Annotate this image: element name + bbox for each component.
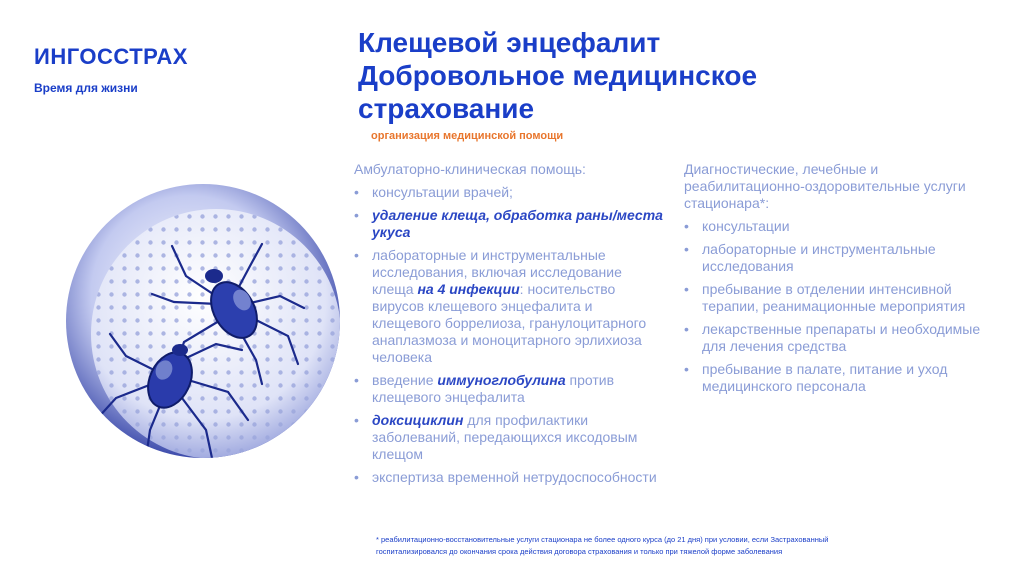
- item-text-after: для профилактики заболеваний, передающихся иксодовым клещом: [372, 412, 638, 462]
- title-line: Клещевой энцефалит: [358, 27, 661, 58]
- list-item: [684, 241, 984, 275]
- list-item: [684, 281, 984, 315]
- list-item: [354, 469, 664, 486]
- outpatient-column: [354, 161, 664, 492]
- logo-name: ИНГОССТРАХ: [34, 44, 188, 69]
- bullet-icon: •: [354, 184, 359, 200]
- bullet-icon: •: [354, 207, 359, 223]
- bullet-icon: •: [684, 241, 689, 257]
- bullet-icon: •: [684, 361, 689, 377]
- bullet-icon: •: [684, 281, 689, 297]
- item-highlight: удаление клеща, обработка раны/места укуса: [372, 207, 663, 240]
- bullet-icon: •: [354, 247, 359, 263]
- item-text: лабораторные и инструментальные исследования, включая исследование клеща: [372, 247, 622, 297]
- list-item: [354, 412, 664, 463]
- logo-tagline: Время для жизни: [34, 81, 138, 95]
- item-text: лабораторные и инструментальные исследования: [702, 241, 936, 274]
- item-text: пребывание в палате, питание и уход медицинского персонала: [702, 361, 948, 394]
- outpatient-list: [354, 184, 664, 486]
- list-item: [354, 247, 664, 366]
- list-item: [684, 361, 984, 395]
- outpatient-heading: Амбулаторно-клиническая помощь:: [354, 161, 586, 177]
- page-title: [358, 26, 757, 125]
- inpatient-heading: Диагностические, лечебные и реабилитационно-оздоровительные услуги стационара*:: [684, 161, 966, 211]
- title-line: страхование: [358, 93, 535, 124]
- title-line: Добровольное медицинское: [358, 60, 758, 91]
- item-text-after: : носительство вирусов клещевого энцефалита и клещевого боррелиоза, гранулоцитарного анаплазмоза и моноцитарного эрлихиоза человека: [372, 281, 647, 365]
- item-text: лекарственные препараты и необходимые для лечения средства: [702, 321, 981, 354]
- footnote: * реабилитационно-восстановительные услуги стационара не более одного курса (до 21 дня) при условии, если Застрахованный госпитализировался до окончания срока действия договора страхования и только при тяжелой форме заболевания: [376, 535, 829, 556]
- list-item: [354, 184, 664, 201]
- list-item: [354, 207, 664, 241]
- item-text: консультации врачей;: [372, 184, 513, 200]
- item-text: пребывание в отделении интенсивной терапии, реанимационные мероприятия: [702, 281, 966, 314]
- inpatient-list: [684, 218, 984, 395]
- list-item: [684, 321, 984, 355]
- bullet-icon: •: [354, 412, 359, 428]
- tick-photo: [66, 184, 340, 458]
- item-text-after: против клещевого энцефалита: [372, 372, 615, 405]
- item-highlight: на 4 инфекции: [417, 281, 520, 297]
- bullet-icon: •: [354, 372, 359, 388]
- page-subtitle: организация медицинской помощи: [371, 130, 564, 142]
- list-item: [684, 218, 984, 235]
- bullet-icon: •: [684, 321, 689, 337]
- item-highlight: иммуноглобулина: [437, 372, 566, 388]
- inpatient-column: [684, 161, 984, 401]
- item-text: экспертиза временной нетрудоспособности: [372, 469, 657, 485]
- bullet-icon: •: [684, 218, 689, 234]
- item-text: введение: [372, 372, 438, 388]
- item-text: консультации: [702, 218, 790, 234]
- item-highlight: доксициклин: [372, 412, 464, 428]
- list-item: [354, 372, 664, 406]
- bullet-icon: •: [354, 469, 359, 485]
